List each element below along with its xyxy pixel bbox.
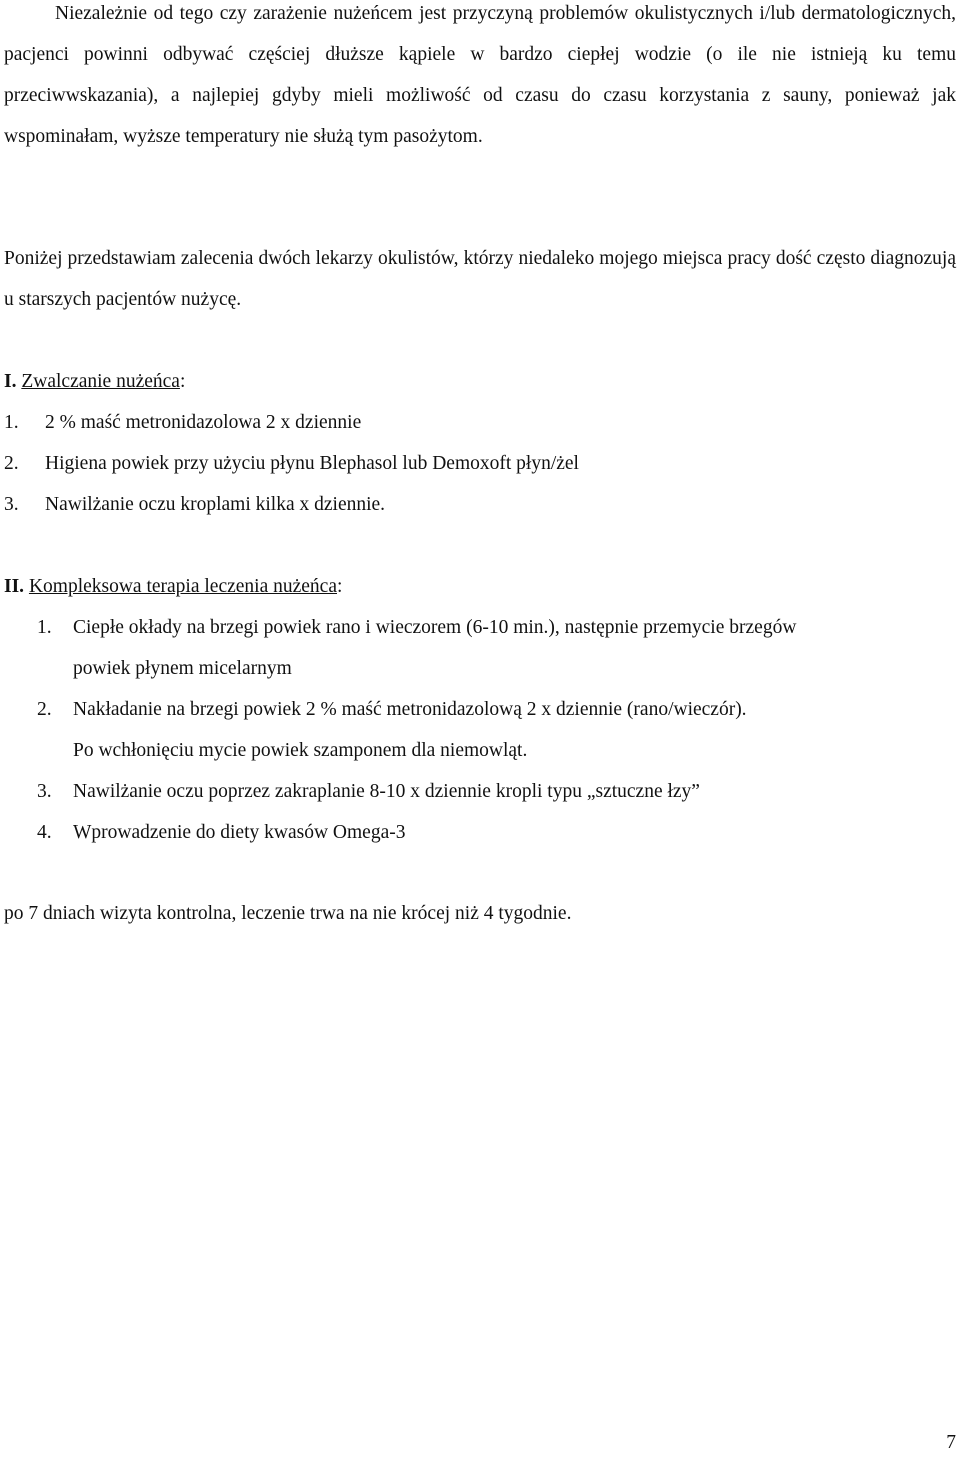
- list-marker: 1.: [4, 412, 19, 433]
- section-2-heading: [4, 566, 342, 607]
- list-marker: 3.: [4, 494, 19, 515]
- list-item-text: Nawilżanie oczu kroplami kilka x dziennie.: [45, 494, 386, 515]
- section-2-number: II.: [4, 576, 25, 597]
- section-1-number: I.: [4, 371, 17, 392]
- intro-paragraph: Niezależnie od tego czy zarażenie nużeńcem jest przyczyną problemów okulistycznych i/lub dermatologicznych, pacjenci powinni odbywać częściej dłuższe kąpiele w bardzo ciepłej wodzie (o ile nie istnieją ku temu przeciwwskazania), a najlepiej gdyby mieli możliwość od czasu do czasu korzystania z sauny, ponieważ jak wspominałam, wyższe temperatury nie służą tym pasożytom.: [4, 3, 956, 147]
- recommendations-paragraph: Poniżej przedstawiam zalecenia dwóch lekarzy okulistów, którzy niedaleko mojego miejsca pracy dość często diagnozują u starszych pacjentów nużycę.: [4, 248, 956, 310]
- section-1-item-1: [4, 402, 362, 443]
- list-marker: 2.: [37, 699, 52, 720]
- list-marker: 2.: [4, 453, 19, 474]
- section-1-title: Zwalczanie nużeńca: [21, 371, 180, 392]
- section-1-colon: :: [179, 371, 186, 392]
- list-marker: 4.: [37, 822, 52, 843]
- list-marker: 1.: [37, 617, 52, 638]
- list-item-text: Ciepłe okłady na brzegi powiek rano i wieczorem (6-10 min.), następnie przemycie brzegów: [73, 617, 797, 638]
- list-item-text: Nakładanie na brzegi powiek 2 % maść metronidazolową 2 x dziennie (rano/wieczór).: [73, 699, 747, 720]
- section-1-heading: [4, 361, 185, 402]
- list-item-text: Wprowadzenie do diety kwasów Omega-3: [73, 822, 406, 843]
- section-1-item-3: [4, 484, 386, 525]
- section-2-colon: :: [337, 576, 343, 597]
- section-2-title: Kompleksowa terapia leczenia nużeńca: [28, 576, 337, 597]
- list-item-text: 2 % maść metronidazolowa 2 x dziennie: [45, 412, 362, 433]
- list-marker: 3.: [37, 781, 52, 802]
- page-number: 7: [946, 1432, 956, 1453]
- list-item-text-continued: Po wchłonięciu mycie powiek szamponem dla niemowląt.: [73, 740, 528, 761]
- list-item-text-continued: powiek płynem micelarnym: [73, 658, 292, 679]
- closing-paragraph: po 7 dniach wizyta kontrolna, leczenie trwa na nie krócej niż 4 tygodnie.: [4, 903, 572, 924]
- list-item-text: Nawilżanie oczu poprzez zakraplanie 8-10 x dziennie kropli typu „sztuczne łzy”: [73, 781, 700, 802]
- list-item-text: Higiena powiek przy użyciu płynu Blephasol lub Demoxoft płyn/żel: [45, 453, 579, 474]
- section-1-item-2: [4, 443, 579, 484]
